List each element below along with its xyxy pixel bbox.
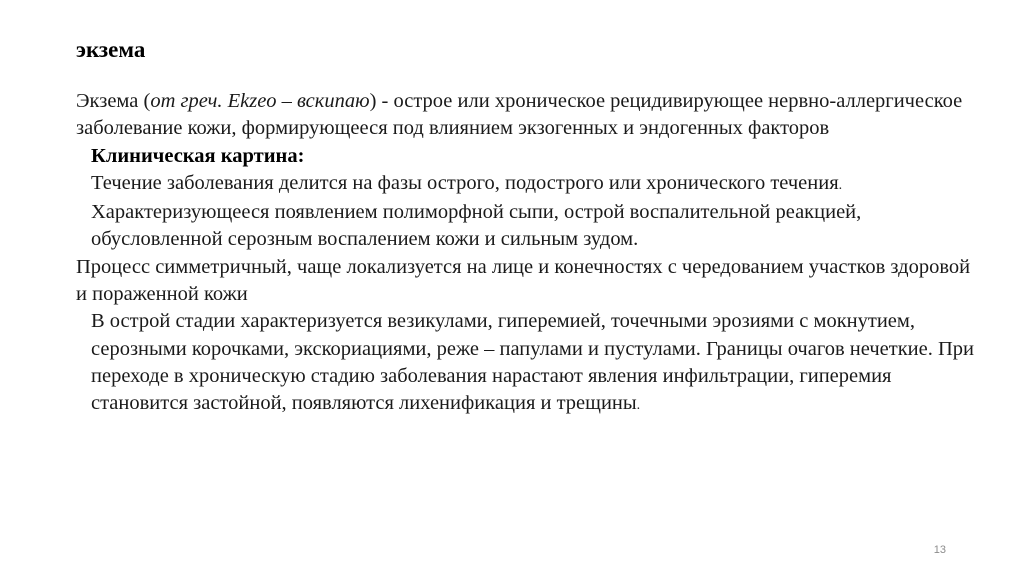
clinical-heading: Клиническая картина: (91, 144, 305, 167)
definition-paragraph (76, 88, 976, 143)
acute-stage-paragraph (76, 308, 976, 419)
process-paragraph: Процесс симметричный, чаще локализуется на лице и конечностях с чередованием участков здоровой и пораженной кожи (76, 255, 971, 306)
course-paragraph (76, 170, 976, 199)
definition-text: ) - острое или хроническое рецидивирующее нервно-аллергическое заболевание кожи, формирующееся под влиянием экзогенных и эндогенных факторов (76, 90, 963, 140)
page-number: 13 (933, 544, 946, 556)
definition-term: Экзема ( (76, 90, 151, 112)
acute-stage-end: . (636, 398, 641, 414)
course-text: Течение заболевания делится на фазы острого, подострого или хронического течения (91, 171, 839, 194)
acute-stage-text: В острой стадии характеризуется везикулами, гиперемией, точечными эрозиями с мокнутием, серозными корочками, экскориациями, реже – папулами и пустулами. Границы очагов нечеткие. При переходе в хроническую стадию заболевания нарастают явления инфильтрации, гиперемия становится застойной, появляются лихенификация и трещины (91, 310, 975, 415)
slide-body (76, 88, 976, 420)
definition-etymology: от греч. Ekzeo – вскипаю (150, 90, 370, 112)
course-end: . (838, 177, 843, 193)
slide-title: экзема (76, 37, 146, 62)
rash-paragraph: Характеризующееся появлением полиморфной сыпи, острой воспалительной реакцией, обусловленной серозным воспалением кожи и сильным зудом. (91, 201, 862, 251)
